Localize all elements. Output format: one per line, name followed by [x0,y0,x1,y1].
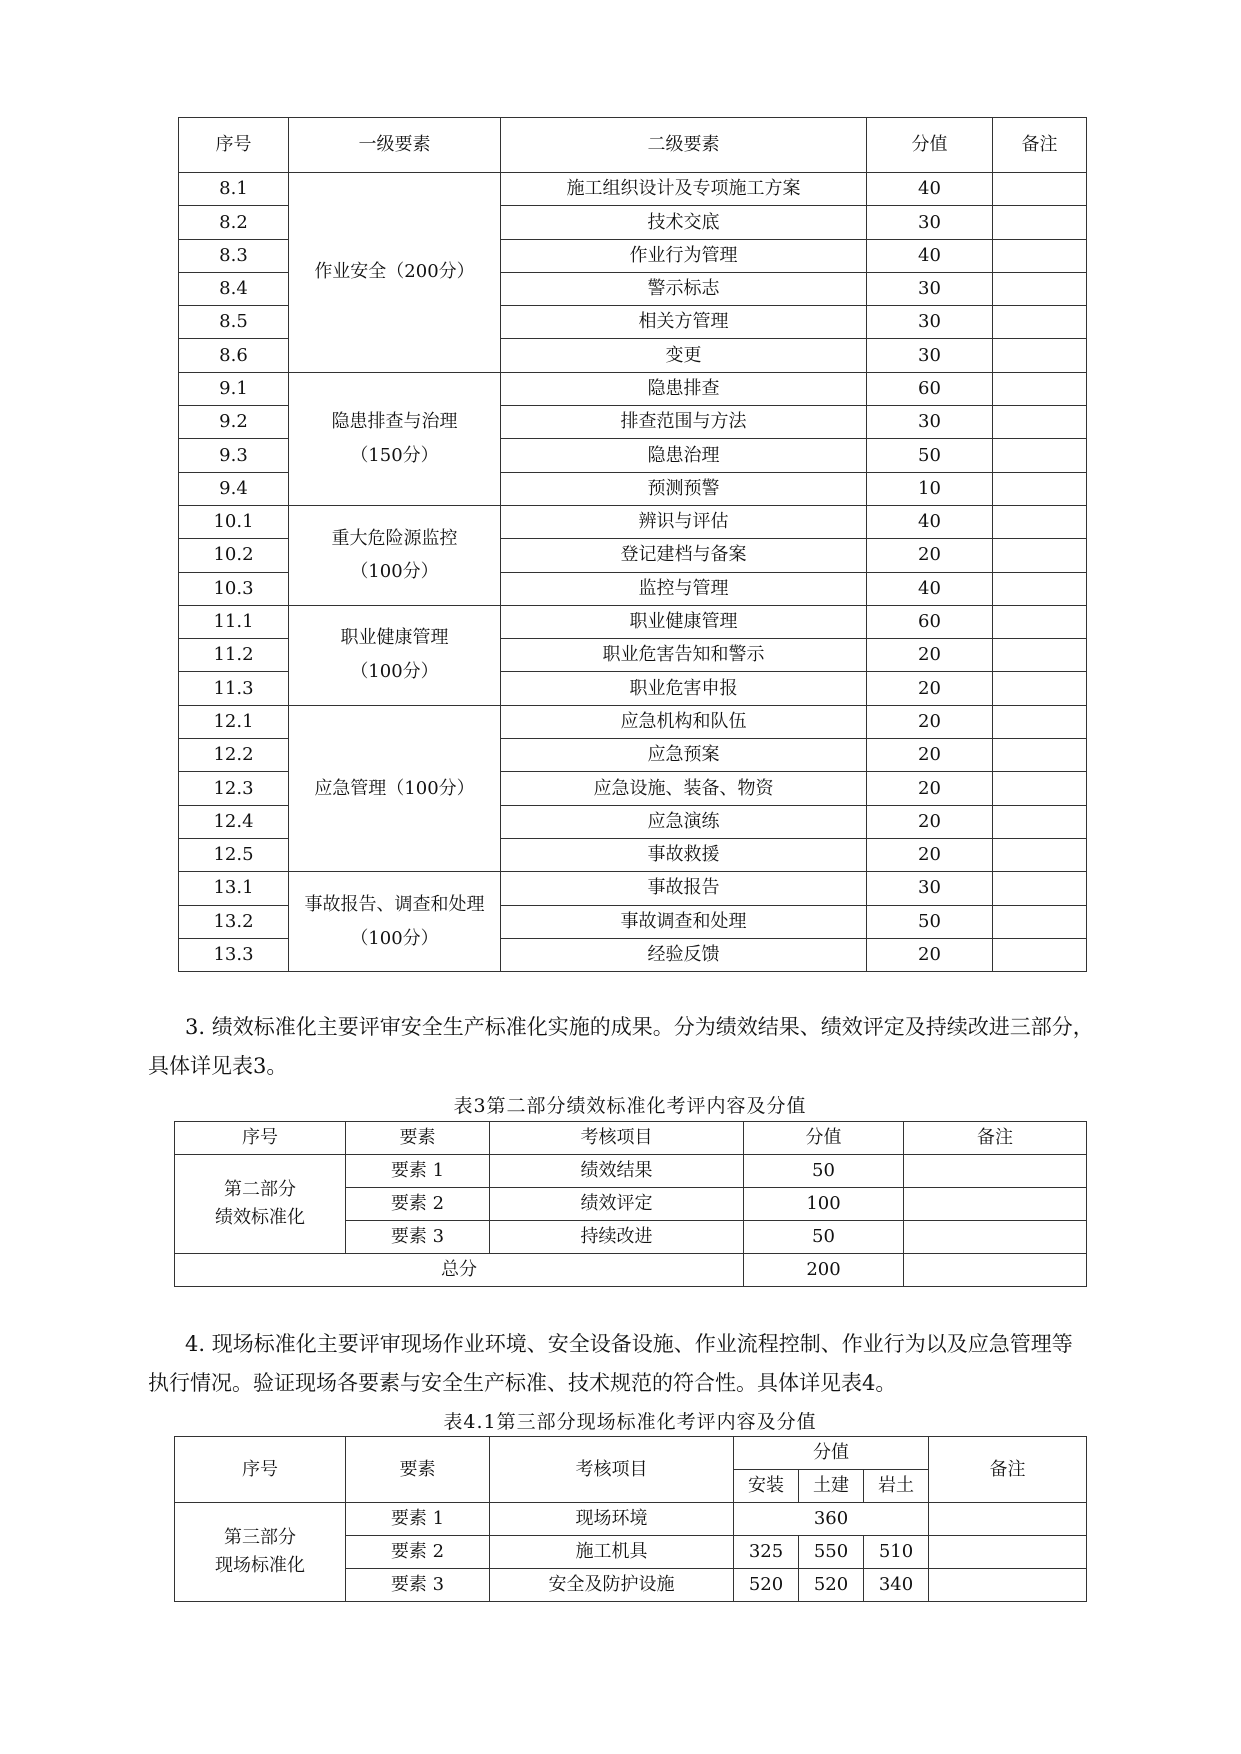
level2-cell: 预测预警 [501,472,867,505]
table3-caption: 表3第二部分绩效标准化考评内容及分值 [453,1095,807,1117]
paragraph-3-line1: 3. 绩效标准化主要评审安全生产标准化实施的成果。分为绩效结果、绩效评定及持续改进三部分， [185,1015,1094,1039]
performance-table [174,1121,1087,1287]
level1-cell [289,872,501,972]
subheader-geotech: 岩土 [864,1470,929,1503]
paragraph-3-line2: 具体详见表3。 [148,1054,288,1078]
remark-cell [993,339,1087,372]
seq-cell: 12.1 [179,705,289,738]
seq-cell: 12.5 [179,838,289,871]
part-cell [175,1503,346,1602]
total-row [175,1254,1087,1287]
remark-cell [993,938,1087,971]
subheader-civil: 土建 [799,1470,864,1503]
header-seq: 序号 [175,1437,346,1503]
seq-cell: 13.3 [179,938,289,971]
seq-cell: 8.5 [179,306,289,339]
remark-cell [993,472,1087,505]
level1-cell [289,705,501,871]
remark-cell [904,1254,1087,1287]
paragraph-4-line2: 执行情况。验证现场各要素与安全生产标准、技术规范的符合性。具体详见表4。 [148,1371,897,1395]
level2-cell: 应急机构和队伍 [501,705,867,738]
level2-cell: 相关方管理 [501,306,867,339]
seq-cell: 8.2 [179,206,289,239]
level1-label-line1: 事故报告、调查和处理 [304,893,485,915]
remark-cell [993,572,1087,605]
element-cell: 要素 1 [346,1503,490,1536]
score-cell: 50 [867,439,993,472]
element-cell: 要素 2 [346,1536,490,1569]
header-element: 要素 [346,1122,490,1155]
part-label-line2: 现场标准化 [215,1555,305,1576]
element-table [178,117,1087,972]
header-item: 考核项目 [490,1122,744,1155]
level2-cell: 职业健康管理 [501,605,867,638]
score-cell: 100 [744,1188,904,1221]
remark-cell [993,872,1087,905]
seq-cell: 10.2 [179,539,289,572]
table-header-row [179,118,1087,173]
level1-label-line1: 隐患排查与治理 [331,410,458,432]
total-label: 总分 [175,1254,744,1287]
remark-cell [993,306,1087,339]
score-civil: 520 [799,1569,864,1602]
seq-cell: 10.1 [179,505,289,538]
header-remark: 备注 [993,118,1087,173]
remark-cell [993,173,1087,206]
seq-cell: 12.3 [179,772,289,805]
header-item: 考核项目 [490,1437,734,1503]
seq-cell: 8.4 [179,272,289,305]
header-score: 分值 [744,1122,904,1155]
score-cell: 40 [867,239,993,272]
score-cell: 30 [867,406,993,439]
seq-cell: 9.3 [179,439,289,472]
score-cell: 30 [867,872,993,905]
element-cell: 要素 2 [346,1188,490,1221]
level2-cell: 施工组织设计及专项施工方案 [501,173,867,206]
remark-cell [993,372,1087,405]
level2-cell: 职业危害告知和警示 [501,639,867,672]
level2-cell: 应急演练 [501,805,867,838]
seq-cell: 8.1 [179,173,289,206]
level2-cell: 职业危害申报 [501,672,867,705]
score-cell: 40 [867,505,993,538]
header-seq: 序号 [175,1122,346,1155]
score-cell: 360 [734,1503,929,1536]
level1-label-line1: 重大危险源监控 [331,527,458,549]
remark-cell [993,605,1087,638]
part-label-line1: 第三部分 [224,1527,296,1549]
level2-cell: 作业行为管理 [501,239,867,272]
remark-cell [904,1188,1087,1221]
score-cell: 30 [867,306,993,339]
level1-cell [289,372,501,505]
header-seq: 序号 [179,118,289,173]
level2-cell: 事故调查和处理 [501,905,867,938]
header-element: 要素 [346,1437,490,1503]
header-score: 分值 [867,118,993,173]
remark-cell [993,805,1087,838]
seq-cell: 12.4 [179,805,289,838]
level2-cell: 排查范围与方法 [501,406,867,439]
score-cell: 50 [867,905,993,938]
level1-label-line2: （100分） [350,661,439,683]
item-cell: 现场环境 [490,1503,734,1536]
remark-cell [929,1536,1087,1569]
level2-cell: 隐患排查 [501,372,867,405]
element-cell: 要素 3 [346,1221,490,1254]
remark-cell [993,772,1087,805]
level2-cell: 警示标志 [501,272,867,305]
level2-cell: 事故报告 [501,872,867,905]
level2-cell: 登记建档与备案 [501,539,867,572]
seq-cell: 11.3 [179,672,289,705]
level2-cell: 应急设施、装备、物资 [501,772,867,805]
remark-cell [993,539,1087,572]
element-cell: 要素 3 [346,1569,490,1602]
header-remark: 备注 [929,1437,1087,1503]
seq-cell: 11.2 [179,639,289,672]
header-remark: 备注 [904,1122,1087,1155]
level2-cell: 经验反馈 [501,938,867,971]
seq-cell: 8.3 [179,239,289,272]
level1-label-line1: 作业安全（200分） [314,261,475,283]
table-header-row [175,1437,1087,1470]
item-cell: 施工机具 [490,1536,734,1569]
score-cell: 20 [867,772,993,805]
level1-label-line2: （100分） [350,561,439,583]
level2-cell: 辨识与评估 [501,505,867,538]
remark-cell [993,705,1087,738]
seq-cell: 13.2 [179,905,289,938]
score-cell: 20 [867,672,993,705]
paragraph-4-line1: 4. 现场标准化主要评审现场作业环境、安全设备设施、作业流程控制、作业行为以及应急管理等 [185,1332,1073,1356]
remark-cell [993,406,1087,439]
item-cell: 安全及防护设施 [490,1569,734,1602]
table-row [179,872,1087,905]
remark-cell [993,838,1087,871]
score-cell: 50 [744,1155,904,1188]
level1-label-line1: 职业健康管理 [340,627,449,649]
item-cell: 绩效评定 [490,1188,744,1221]
remark-cell [993,672,1087,705]
score-cell: 10 [867,472,993,505]
item-cell: 绩效结果 [490,1155,744,1188]
table-row [175,1503,1087,1536]
table-row [179,505,1087,538]
level1-cell [289,605,501,705]
score-civil: 550 [799,1536,864,1569]
seq-cell: 10.3 [179,572,289,605]
score-cell: 60 [867,605,993,638]
score-cell: 30 [867,339,993,372]
score-cell: 20 [867,705,993,738]
score-cell: 40 [867,173,993,206]
score-cell: 20 [867,838,993,871]
table-header-row [175,1122,1087,1155]
subheader-install: 安装 [734,1470,799,1503]
score-cell: 20 [867,739,993,772]
header-level2: 二级要素 [501,118,867,173]
remark-cell [929,1503,1087,1536]
remark-cell [929,1569,1087,1602]
seq-cell: 11.1 [179,605,289,638]
level1-label-line2: （100分） [350,927,439,949]
remark-cell [993,639,1087,672]
table-row [175,1155,1087,1188]
item-cell: 持续改进 [490,1221,744,1254]
header-score: 分值 [734,1437,929,1470]
seq-cell: 9.4 [179,472,289,505]
table-row [179,705,1087,738]
table4-caption: 表4.1第三部分现场标准化考评内容及分值 [443,1411,817,1433]
remark-cell [993,239,1087,272]
level2-cell: 变更 [501,339,867,372]
part-label-line1: 第二部分 [224,1179,296,1201]
seq-cell: 8.6 [179,339,289,372]
table-row [179,605,1087,638]
remark-cell [904,1221,1087,1254]
element-cell: 要素 1 [346,1155,490,1188]
level2-cell: 应急预案 [501,739,867,772]
remark-cell [993,206,1087,239]
score-install: 520 [734,1569,799,1602]
remark-cell [993,439,1087,472]
level2-cell: 事故救援 [501,838,867,871]
level1-cell [289,173,501,373]
level1-label-line1: 应急管理（100分） [314,777,475,799]
level2-cell: 技术交底 [501,206,867,239]
remark-cell [993,739,1087,772]
level1-label-line2: （150分） [350,444,439,466]
level2-cell: 隐患治理 [501,439,867,472]
score-cell: 20 [867,938,993,971]
table-row [179,173,1087,206]
remark-cell [993,272,1087,305]
seq-cell: 9.1 [179,372,289,405]
score-cell: 50 [744,1221,904,1254]
score-cell: 60 [867,372,993,405]
seq-cell: 12.2 [179,739,289,772]
level2-cell: 监控与管理 [501,572,867,605]
part-cell [175,1155,346,1254]
score-geotech: 510 [864,1536,929,1569]
seq-cell: 9.2 [179,406,289,439]
remark-cell [993,505,1087,538]
remark-cell [904,1155,1087,1188]
header-level1: 一级要素 [289,118,501,173]
score-cell: 20 [867,805,993,838]
score-cell: 30 [867,206,993,239]
part-label-line2: 绩效标准化 [215,1207,305,1228]
score-install: 325 [734,1536,799,1569]
score-cell: 40 [867,572,993,605]
remark-cell [993,905,1087,938]
site-table [174,1436,1087,1602]
seq-cell: 13.1 [179,872,289,905]
level1-cell [289,505,501,605]
score-cell: 20 [867,639,993,672]
score-geotech: 340 [864,1569,929,1602]
score-cell: 20 [867,539,993,572]
score-cell: 30 [867,272,993,305]
total-value: 200 [744,1254,904,1287]
table-row [179,372,1087,405]
